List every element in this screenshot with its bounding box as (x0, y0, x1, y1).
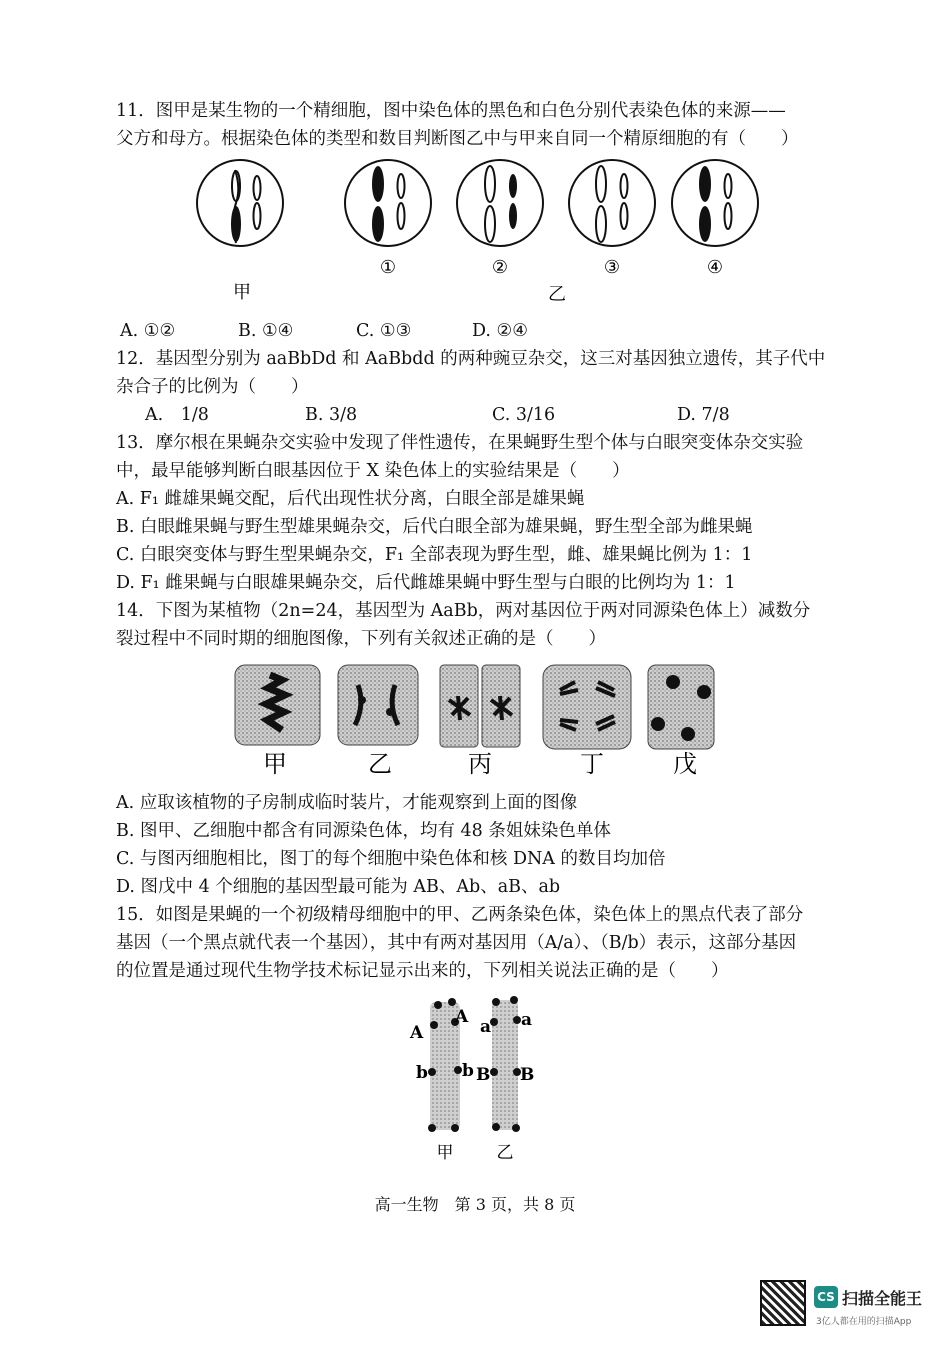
figure-label-yi: 乙 (548, 284, 566, 305)
q11-option-d: D. ②④ (472, 321, 528, 341)
q14-label-jia: 甲 (263, 750, 287, 778)
q11-figure (195, 158, 795, 308)
q14-stem-line1: 14．下图为某植物（2n=24，基因型为 AaBb，两对基因位于两对同源染色体上）减数分 (116, 601, 811, 621)
q14-option-a: A. 应取该植物的子房制成临时装片，才能观察到上面的图像 (116, 793, 578, 813)
q11-option-b: B. ①④ (238, 321, 294, 341)
chromosome-yi (490, 996, 521, 1132)
q11-option-a: A. ①② (120, 321, 176, 341)
micrograph-ding (543, 665, 631, 749)
micrograph-yi (338, 665, 418, 745)
chromosome-label-yi: 乙 (496, 1143, 514, 1163)
q14-label-ding: 丁 (580, 750, 604, 778)
q14-label-bing: 丙 (468, 750, 492, 778)
cell-label-3: ③ (603, 257, 621, 278)
gene-label-b-right: b (462, 1061, 474, 1081)
cell-3 (569, 160, 655, 246)
gene-label-a-right: a (521, 1010, 533, 1030)
q12-stem-line2: 杂合子的比例为（ ） (116, 377, 309, 397)
q15-stem-line1: 15．如图是果蝇的一个初级精母细胞中的甲、乙两条染色体，染色体上的黑点代表了部分 (116, 905, 804, 925)
gene-label-a-left: a (480, 1017, 492, 1037)
q13-stem-line2: 中，最早能够判断白眼基因位于 X 染色体上的实验结果是（ ） (116, 461, 630, 481)
q13-option-b: B. 白眼雌果蝇与野生型雄果蝇杂交，后代白眼全部为雄果蝇，野生型全部为雌果蝇 (116, 517, 753, 537)
q14-option-c: C. 与图丙细胞相比，图丁的每个细胞中染色体和核 DNA 的数目均加倍 (116, 849, 666, 869)
micrograph-jia (235, 665, 320, 745)
q12-option-b: B. 3/8 (305, 405, 358, 425)
q14-stem-line2: 裂过程中不同时期的细胞图像，下列有关叙述正确的是（ ） (116, 629, 606, 649)
q14-option-b: B. 图甲、乙细胞中都含有同源染色体，均有 48 条姐妹染色单体 (116, 821, 611, 841)
q13-option-c: C. 白眼突变体与野生型果蝇杂交，F₁ 全部表现为野生型，雌、雄果蝇比例为 1：1 (116, 545, 753, 565)
gene-label-B-right: B (520, 1065, 535, 1085)
q15-stem-line2: 基因（一个黑点就代表一个基因），其中有两对基因用（A/a）、（B/b）表示，这部分基因 (116, 933, 797, 953)
q12-option-a: A. 1/8 (145, 405, 209, 425)
q13-stem-line1: 13．摩尔根在果蝇杂交实验中发现了伴性遗传，在果蝇野生型个体与白眼突变体杂交实验 (116, 433, 804, 453)
micrograph-bing (440, 665, 520, 747)
q14-micrograph-figure (230, 660, 720, 778)
cell-2 (457, 160, 543, 246)
cell-label-1: ① (379, 257, 397, 278)
q14-option-d: D. 图戊中 4 个细胞的基因型最可能为 AB、Ab、aB、ab (116, 877, 561, 897)
q13-option-a: A. F₁ 雌雄果蝇交配，后代出现性状分离，白眼全部是雄果蝇 (116, 489, 585, 509)
q11-stem-line2: 父方和母方。根据染色体的类型和数目判断图乙中与甲来自同一个精原细胞的有（ ） (116, 129, 799, 149)
cell-4 (672, 160, 758, 246)
cell-jia (197, 160, 283, 246)
q11-option-c: C. ①③ (356, 321, 412, 341)
figure-label-jia: 甲 (233, 282, 251, 303)
q12-stem-line1: 12．基因型分别为 aaBbDd 和 AaBbdd 的两种豌豆杂交，这三对基因独立遗传，其子代中 (116, 349, 826, 369)
camscanner-logo-icon: CS (814, 1286, 838, 1308)
gene-label-B-left: B (476, 1065, 491, 1085)
q12-option-d: D. 7/8 (677, 405, 730, 425)
q12-option-c: C. 3/16 (492, 405, 556, 425)
cell-1 (345, 160, 431, 246)
q15-chromosome-figure (400, 990, 550, 1165)
cell-label-4: ④ (706, 257, 724, 278)
q13-option-d: D. F₁ 雌果蝇与白眼雄果蝇杂交，后代雌雄果蝇中野生型与白眼的比例均为 1：1 (116, 573, 736, 593)
q11-stem-line1: 11．图甲是某生物的一个精细胞，图中染色体的黑色和白色分别代表染色体的来源—— (116, 101, 786, 121)
watermark-brand: 扫描全能王 (842, 1289, 923, 1308)
qr-code-icon (760, 1280, 806, 1326)
scanner-watermark (760, 1280, 930, 1330)
page-footer: 高一生物 第 3 页，共 8 页 (374, 1195, 576, 1214)
gene-label-A-right: A (455, 1007, 469, 1027)
watermark-tagline: 3亿人都在用的扫描App (816, 1317, 912, 1327)
gene-label-b-left: b (416, 1063, 428, 1083)
micrograph-wu (648, 665, 714, 749)
gene-label-A-left: A (410, 1023, 424, 1043)
q14-label-yi: 乙 (368, 750, 392, 778)
q14-label-wu: 戊 (673, 750, 697, 778)
q15-stem-line3: 的位置是通过现代生物学技术标记显示出来的，下列相关说法正确的是（ ） (116, 961, 729, 981)
chromosome-label-jia: 甲 (436, 1143, 454, 1163)
cell-label-2: ② (491, 257, 509, 278)
